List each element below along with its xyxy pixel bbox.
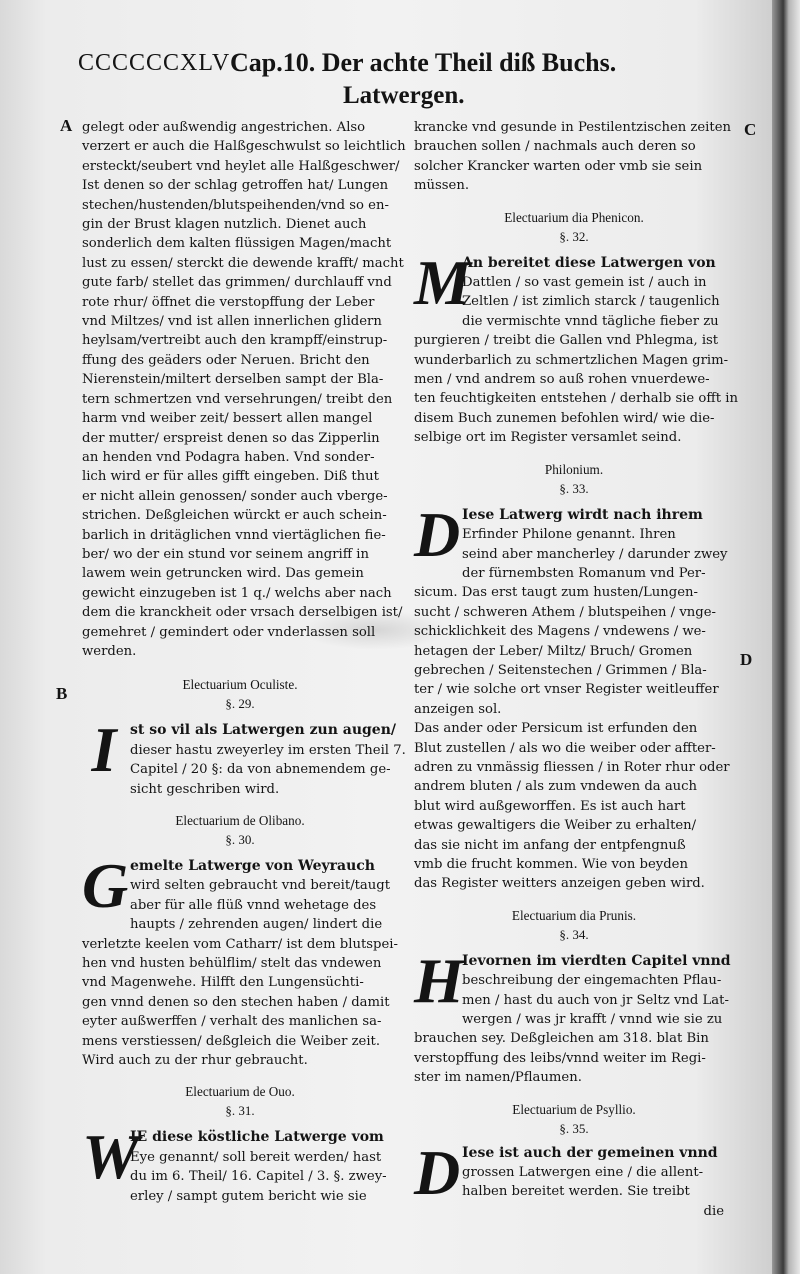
section-heading — [82, 675, 398, 713]
text-line: grossen Latwergen eine / die allent- — [462, 1165, 704, 1181]
text-line: dieser hastu zweyerley im ersten Theil 7. — [130, 742, 406, 758]
right-column — [414, 118, 738, 1221]
text-line: sicht geschriben wird. — [130, 781, 280, 797]
text-line: gen vnnd denen so den stechen haben / damit — [82, 994, 390, 1010]
text-line: emelte Latwerge von Weyrauch — [130, 858, 375, 874]
section-title: Latwergen. — [343, 82, 465, 109]
text-line: men / vnd andrem so auß rohen vnuerdewe- — [414, 372, 710, 388]
text-line: halben bereitet werden. Sie treibt — [462, 1184, 690, 1200]
text-line: Das ander oder Persicum ist erfunden den — [414, 721, 698, 737]
heading-text: Philonium. — [544, 461, 604, 477]
left-intro-paragraph — [82, 118, 406, 661]
section-dia-phenicon — [414, 208, 738, 448]
text-line: lawem wein getruncken wird. Das gemein — [82, 566, 364, 582]
decorated-initial: G — [82, 850, 129, 921]
section-heading — [414, 460, 734, 498]
section-body — [82, 850, 398, 1070]
text-line: hen vnd husten behülflim/ stelt das vndewen — [82, 956, 382, 972]
text-line: vnd Magenwehe. Hilfft den Lungensüchti- — [82, 975, 364, 991]
text-line: an henden vnd Podagra haben. Vnd sonder- — [82, 449, 375, 465]
text-line: harm vnd weiber zeit/ bessert allen mangel — [82, 411, 373, 427]
text-line: brauchen sey. Deßgleichen am 318. blat Bin — [414, 1031, 709, 1047]
text-line: gebrechen / Seitenstechen / Grimmen / Bla- — [414, 662, 707, 678]
section-olibano — [82, 811, 398, 1070]
text-line: vnd Miltzes/ vnd ist allen innerlichen glidern — [82, 314, 382, 330]
margin-letter-c: C — [744, 120, 757, 139]
text-line: Erfinder Philone genannt. Ihren — [462, 527, 676, 543]
text-line: wird selten gebraucht vnd bereit/taugt — [130, 878, 391, 894]
text-line: das Register weitters anzeigen geben wird. — [414, 876, 705, 892]
decorated-initial: M — [414, 246, 471, 318]
text-line: Dattlen / so vast gemein ist / auch in — [462, 275, 707, 291]
margin-letter-d: D — [740, 650, 753, 669]
text-line: men / hast du auch von jr Seltz vnd Lat- — [462, 992, 729, 1008]
paragraph-number: §. 35. — [559, 1120, 589, 1136]
text-line: blut wird außgeworffen. Es ist auch hart — [414, 798, 686, 814]
text-line: Zeltlen / ist zimlich starck / taugenlich — [462, 294, 720, 310]
catchword: die — [703, 1203, 724, 1219]
decorated-initial: I — [91, 714, 117, 786]
text-line: mens verstiessen/ deßgleich die Weiber zeit. — [82, 1033, 381, 1049]
text-line: gemehret / gemindert oder vnderlassen soll — [82, 624, 376, 640]
text-line: der fürnembsten Romanum vnd Per- — [462, 565, 706, 581]
text-line: st so vil als Latwergen zun augen/ — [130, 722, 396, 739]
text-line: anzeigen sol. — [414, 701, 502, 717]
left-column — [82, 118, 406, 1206]
text-line: Ievornen im vierdten Capitel vnnd — [462, 952, 731, 969]
heading-text: Electuarium Oculiste. — [182, 677, 298, 693]
text-line: gewicht einzugeben ist 1 q./ welchs aber nach — [82, 585, 392, 601]
heading-text: Electuarium de Olibano. — [175, 813, 305, 828]
text-line: sonderlich dem kalten flüssigen Magen/macht — [82, 236, 392, 252]
text-line: Nierenstein/miltert derselben sampt der Bla- — [82, 372, 384, 388]
text-line: wergen / was jr krafft / vnnd wie sie zu — [462, 1012, 723, 1028]
text-line: rote rhur/ öffnet die verstopffung der Leber — [82, 294, 375, 310]
text-line: solcher Krancker warten oder vmb sie sein — [414, 158, 703, 174]
text-line: Capitel / 20 §: da von abnemendem ge- — [130, 762, 391, 778]
text-line: Eye genannt/ soll bereit werden/ hast — [130, 1149, 382, 1165]
text-line: werden. — [82, 643, 137, 659]
text-line: krancke vnd gesunde in Pestilentzischen zeiten — [414, 120, 731, 135]
section-philonium — [414, 460, 734, 894]
text-line: heylsam/vertreibt auch den krampff/einstrup- — [82, 333, 388, 349]
right-intro-paragraph — [414, 118, 734, 196]
decorated-initial: H — [414, 944, 464, 1016]
text-line: lust zu essen/ sterckt die dewende krafft/ macht — [82, 255, 404, 271]
decorated-initial: W — [82, 1121, 139, 1193]
section-oculiste — [82, 675, 406, 799]
section-body — [82, 1121, 398, 1206]
text-line: vmb die frucht kommen. Wie von beyden — [414, 857, 688, 872]
text-line: Blut zustellen / als wo die weiber oder affter- — [414, 740, 716, 756]
text-line: Ist denen so der schlag getroffen hat/ Lungen — [82, 178, 389, 194]
text-line: das sie nicht im anfang der entpfengnuß — [414, 837, 686, 853]
text-line: ffung des geäders oder Neruen. Bricht den — [82, 352, 370, 368]
paragraph-number: §. 31. — [225, 1103, 255, 1119]
section-body — [414, 944, 734, 1088]
page-header — [78, 46, 638, 86]
text-line: adren zu vnmässig fliessen / in Roter rhur oder — [414, 759, 730, 775]
text-line: verletzte keelen vom Catharr/ ist dem blutspei- — [82, 936, 398, 952]
text-line: verzert er auch die Halßgeschwulst so leichtlich — [82, 139, 406, 155]
text-line: aber für alle flüß vnnd wehetage des — [130, 897, 377, 913]
paragraph-number: §. 32. — [559, 228, 589, 244]
heading-text: Electuarium dia Prunis. — [511, 907, 637, 923]
heading-text: Electuarium de Ouo. — [185, 1084, 295, 1100]
text-line: lich wird er für alles gifft eingeben. Diß thut — [82, 469, 379, 485]
text-line: An bereitet diese Latwergen von — [462, 254, 716, 271]
running-title: Cap.10. Der achte Theil diß Buchs. — [230, 48, 617, 77]
heading-text: Electuarium de Psyllio. — [512, 1101, 636, 1117]
text-line: müssen. — [414, 178, 470, 194]
text-line: tern schmertzen vnd versehrungen/ treibt den — [82, 391, 393, 407]
text-line: etwas gewaltigers die Weiber zu erhalten/ — [414, 818, 697, 834]
text-line: beschreibung der eingemachten Pflau- — [462, 973, 722, 989]
section-body — [414, 498, 734, 894]
page-edge-shadow — [772, 0, 800, 1274]
section-body — [82, 714, 406, 799]
text-line: der mutter/ erspreist denen so das Zipperlin — [82, 430, 380, 446]
decorated-initial: D — [414, 1136, 461, 1208]
margin-letter-a: A — [60, 116, 73, 135]
text-line: disem Buch zunemen befohlen wird/ wie die- — [414, 410, 715, 426]
text-line: stechen/hustenden/blutspeihenden/vnd so en- — [82, 197, 389, 213]
text-line: seind aber mancherley / darunder zwey — [462, 546, 728, 562]
section-heading — [82, 811, 398, 849]
section-dia-prunis — [414, 906, 734, 1088]
text-line: du im 6. Theil/ 16. Capitel / 3. §. zwey- — [130, 1169, 387, 1185]
text-line: sucht / schweren Athem / blutspeihen / vnge- — [414, 604, 716, 620]
section-heading — [82, 1082, 398, 1120]
text-line: gin der Brust klagen nutzlich. Dienet auch — [82, 217, 367, 233]
text-line: sicum. Das erst taugt zum husten/Lungen- — [414, 585, 698, 601]
text-line: ster im namen/Pflaumen. — [414, 1070, 582, 1086]
text-line: Iese Latwerg wirdt nach ihrem — [462, 506, 703, 523]
text-line: hetagen der Leber/ Miltz/ Bruch/ Gromen — [414, 643, 693, 659]
text-line: Iese ist auch der gemeinen vnnd — [462, 1144, 718, 1161]
text-line: eyter außwerffen / verhalt des manlichen sa- — [82, 1014, 382, 1030]
text-line: verstopffung des leibs/vnnd weiter im Regi- — [414, 1050, 706, 1066]
text-line: wunderbarlich zu schmertzlichen Magen grim- — [414, 352, 729, 368]
paragraph-number: §. 29. — [225, 696, 255, 712]
text-line: gute farb/ stellet das grimmen/ durchlauff vnd — [82, 275, 392, 291]
text-line: barlich in dritäglichen vnnd viertäglichen fie- — [82, 527, 386, 543]
text-line: ersteckt/seubert vnd heylet alle Halßgeschwer/ — [82, 158, 400, 174]
text-line: ter / wie solche ort vnser Register weitleuffer — [414, 682, 719, 698]
text-line: haupts / zehrenden augen/ lindert die — [130, 917, 383, 933]
text-line: die vermischte vnnd tägliche fieber zu — [462, 313, 719, 329]
folio-number: CCCCCCXLV — [78, 50, 231, 76]
section-ouo — [82, 1082, 398, 1206]
paragraph-number: §. 34. — [559, 926, 589, 942]
text-line: selbige ort im Register versamlet seind. — [414, 430, 682, 446]
text-line: Wird auch zu der rhur gebraucht. — [82, 1053, 308, 1069]
section-heading — [414, 1100, 734, 1138]
text-line: ten feuchtigkeiten entstehen / derhalb sie offt in — [414, 391, 738, 407]
margin-letter-b: B — [56, 684, 68, 703]
section-heading — [414, 906, 734, 944]
section-body — [414, 246, 738, 448]
section-body — [414, 1136, 734, 1222]
text-line: dem die kranckheit oder vrsach derselbigen ist/ — [82, 605, 403, 621]
text-line: andrem bluten / als zum vndewen da auch — [414, 779, 698, 795]
section-heading — [414, 208, 734, 246]
text-line: erley / sampt gutem bericht wie sie — [130, 1188, 367, 1204]
text-line: purgieren / treibt die Gallen vnd Phlegma, ist — [414, 333, 719, 349]
section-psyllio — [414, 1100, 734, 1222]
text-line: strichen. Deßgleichen würckt er auch schein- — [82, 508, 387, 524]
paragraph-number: §. 30. — [225, 832, 255, 847]
text-line: ber/ wo der ein stund vor seinem angriff in — [82, 546, 370, 562]
decorated-initial: D — [414, 498, 461, 570]
text-line: gelegt oder außwendig angestrichen. Also — [82, 120, 366, 135]
paragraph-number: §. 33. — [559, 480, 589, 496]
text-line: IE diese köstliche Latwerge vom — [130, 1129, 384, 1146]
heading-text: Electuarium dia Phenicon. — [504, 209, 644, 225]
text-line: brauchen sollen / nachmals auch deren so — [414, 139, 696, 155]
text-line: er nicht allein genossen/ sonder auch vberge- — [82, 488, 388, 504]
text-line: schicklichkeit des Magens / vndewens / we- — [414, 624, 706, 640]
